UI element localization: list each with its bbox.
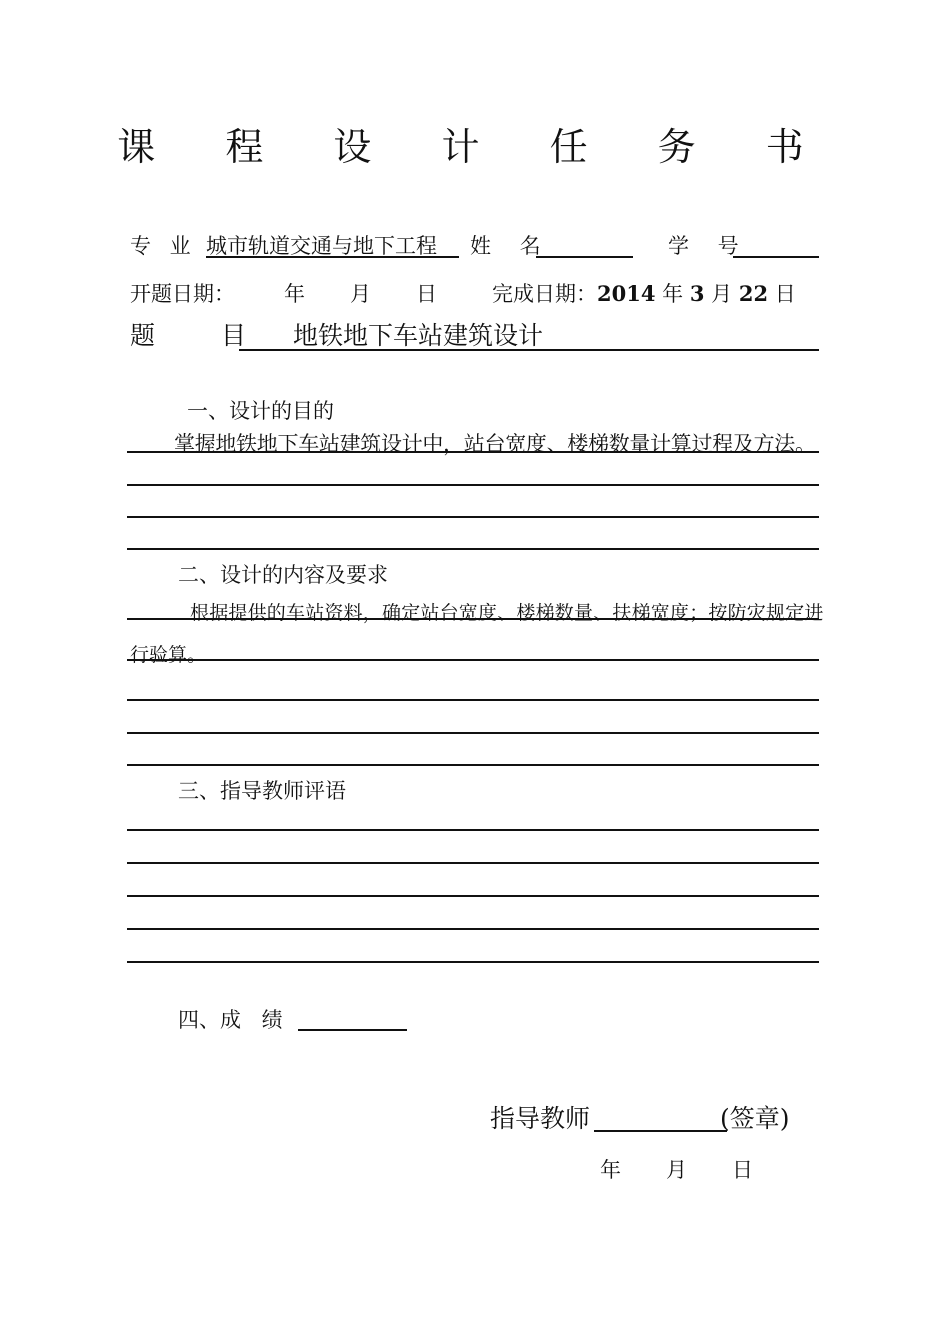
student-id-field[interactable] [733, 230, 819, 258]
start-date-day: 日 [416, 282, 437, 306]
signature-month: 月 [666, 1158, 687, 1182]
signature-day: 日 [732, 1158, 753, 1182]
start-date-label: 开题日期： [130, 282, 235, 306]
name-field[interactable] [536, 230, 633, 258]
start-date-year: 年 [284, 282, 305, 306]
section2-line-1 [127, 618, 819, 620]
finish-month-num: 3 [689, 281, 705, 306]
finish-month: 月 [711, 282, 733, 306]
finish-date [492, 278, 796, 308]
section4-heading: 四、成 绩 [178, 1008, 283, 1032]
finish-date-label: 完成日期： [492, 282, 597, 306]
signature-field[interactable] [594, 1099, 727, 1132]
section2-line-2 [127, 659, 819, 661]
signature-year: 年 [600, 1158, 621, 1182]
section3-line-1 [127, 829, 819, 831]
grade-field[interactable] [298, 1004, 407, 1031]
section2-line-5 [127, 764, 819, 766]
start-date-month: 月 [350, 282, 371, 306]
section1-line-4 [127, 548, 819, 550]
section2-heading: 二、设计的内容及要求 [178, 563, 388, 587]
section1-line-3 [127, 516, 819, 518]
section1-line-2 [127, 484, 819, 486]
finish-year: 年 [662, 282, 684, 306]
finish-year-num: 2014 [597, 281, 656, 306]
finish-day-num: 22 [738, 281, 769, 306]
student-id-label: 学 号 [668, 234, 739, 258]
section2-text-line1: 根据提供的车站资料，确定站台宽度、楼梯数量、扶梯宽度；按防灾规定进 [190, 602, 824, 624]
section3-heading: 三、指导教师评语 [178, 779, 346, 803]
topic-field: 地铁地下车站建筑设计 [239, 316, 819, 351]
signature-stamp: (签章) [720, 1104, 790, 1133]
section2-line-4 [127, 732, 819, 734]
section2-line-3 [127, 699, 819, 701]
major-field: 城市轨道交通与地下工程 [206, 230, 459, 258]
section1-text: 掌握地铁地下车站建筑设计中，站台宽度、楼梯数量计算过程及方法。 [174, 432, 816, 456]
finish-day: 日 [774, 282, 796, 306]
major-label: 专 业 [130, 234, 191, 258]
section3-line-3 [127, 895, 819, 897]
name-label: 姓 名 [470, 234, 541, 258]
signature-label: 指导教师 [490, 1104, 591, 1133]
section3-line-5 [127, 961, 819, 963]
document-title: 课 程 设 计 任 务 书 [117, 125, 833, 169]
section3-line-2 [127, 862, 819, 864]
section1-line-1 [127, 451, 819, 453]
section2-text-line2: 行验算。 [130, 644, 207, 666]
section3-line-4 [127, 928, 819, 930]
section1-heading: 一、设计的目的 [187, 399, 334, 423]
topic-label: 题 目 [130, 321, 246, 350]
